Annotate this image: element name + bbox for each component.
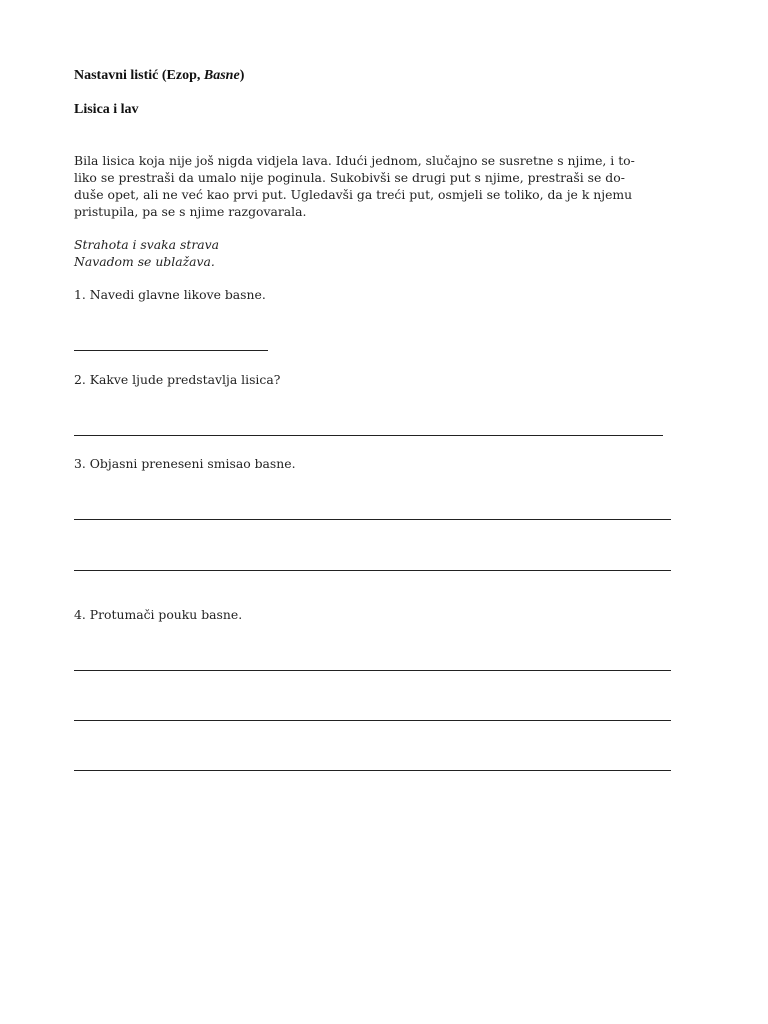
answer-line-4b[interactable] (74, 720, 671, 721)
question-2: 2. Kakve ljude predstavlja lisica? (74, 372, 281, 387)
answer-line-4a[interactable] (74, 670, 671, 671)
answer-line-3a[interactable] (74, 519, 671, 520)
question-4: 4. Protumači pouku basne. (74, 607, 243, 622)
story-line-3: duše opet, ali ne već kao prvi put. Ugledavši ga treći put, osmjeli se toliko, da je k njemu (74, 187, 633, 202)
question-1: 1. Navedi glavne likove basne. (74, 287, 266, 302)
moral-verse-line-2: Navadom se ublažava. (74, 254, 215, 269)
story-line-2: liko se prestraši da umalo nije poginula. Sukobivši se drugi put s njime, prestraši se do- (74, 170, 625, 185)
title-suffix: ) (239, 68, 245, 83)
answer-line-3b[interactable] (74, 570, 671, 571)
moral-verse-line-1: Strahota i svaka strava (74, 237, 220, 252)
answer-line-4c[interactable] (74, 770, 671, 771)
title-prefix: Nastavni listić (Ezop, (74, 68, 204, 83)
answer-line-2[interactable] (74, 435, 663, 436)
answer-line-1[interactable] (74, 350, 268, 351)
worksheet-title (74, 68, 244, 84)
story-line-1: Bila lisica koja nije još nigda vidjela lava. Idući jednom, slučajno se susretne s njime, i to- (74, 153, 635, 168)
story-line-4: pristupila, pa se s njime razgovarala. (74, 204, 307, 219)
question-3: 3. Objasni preneseni smisao basne. (74, 456, 296, 471)
fable-title: Lisica i lav (74, 102, 139, 117)
title-italic: Basne (203, 68, 240, 83)
